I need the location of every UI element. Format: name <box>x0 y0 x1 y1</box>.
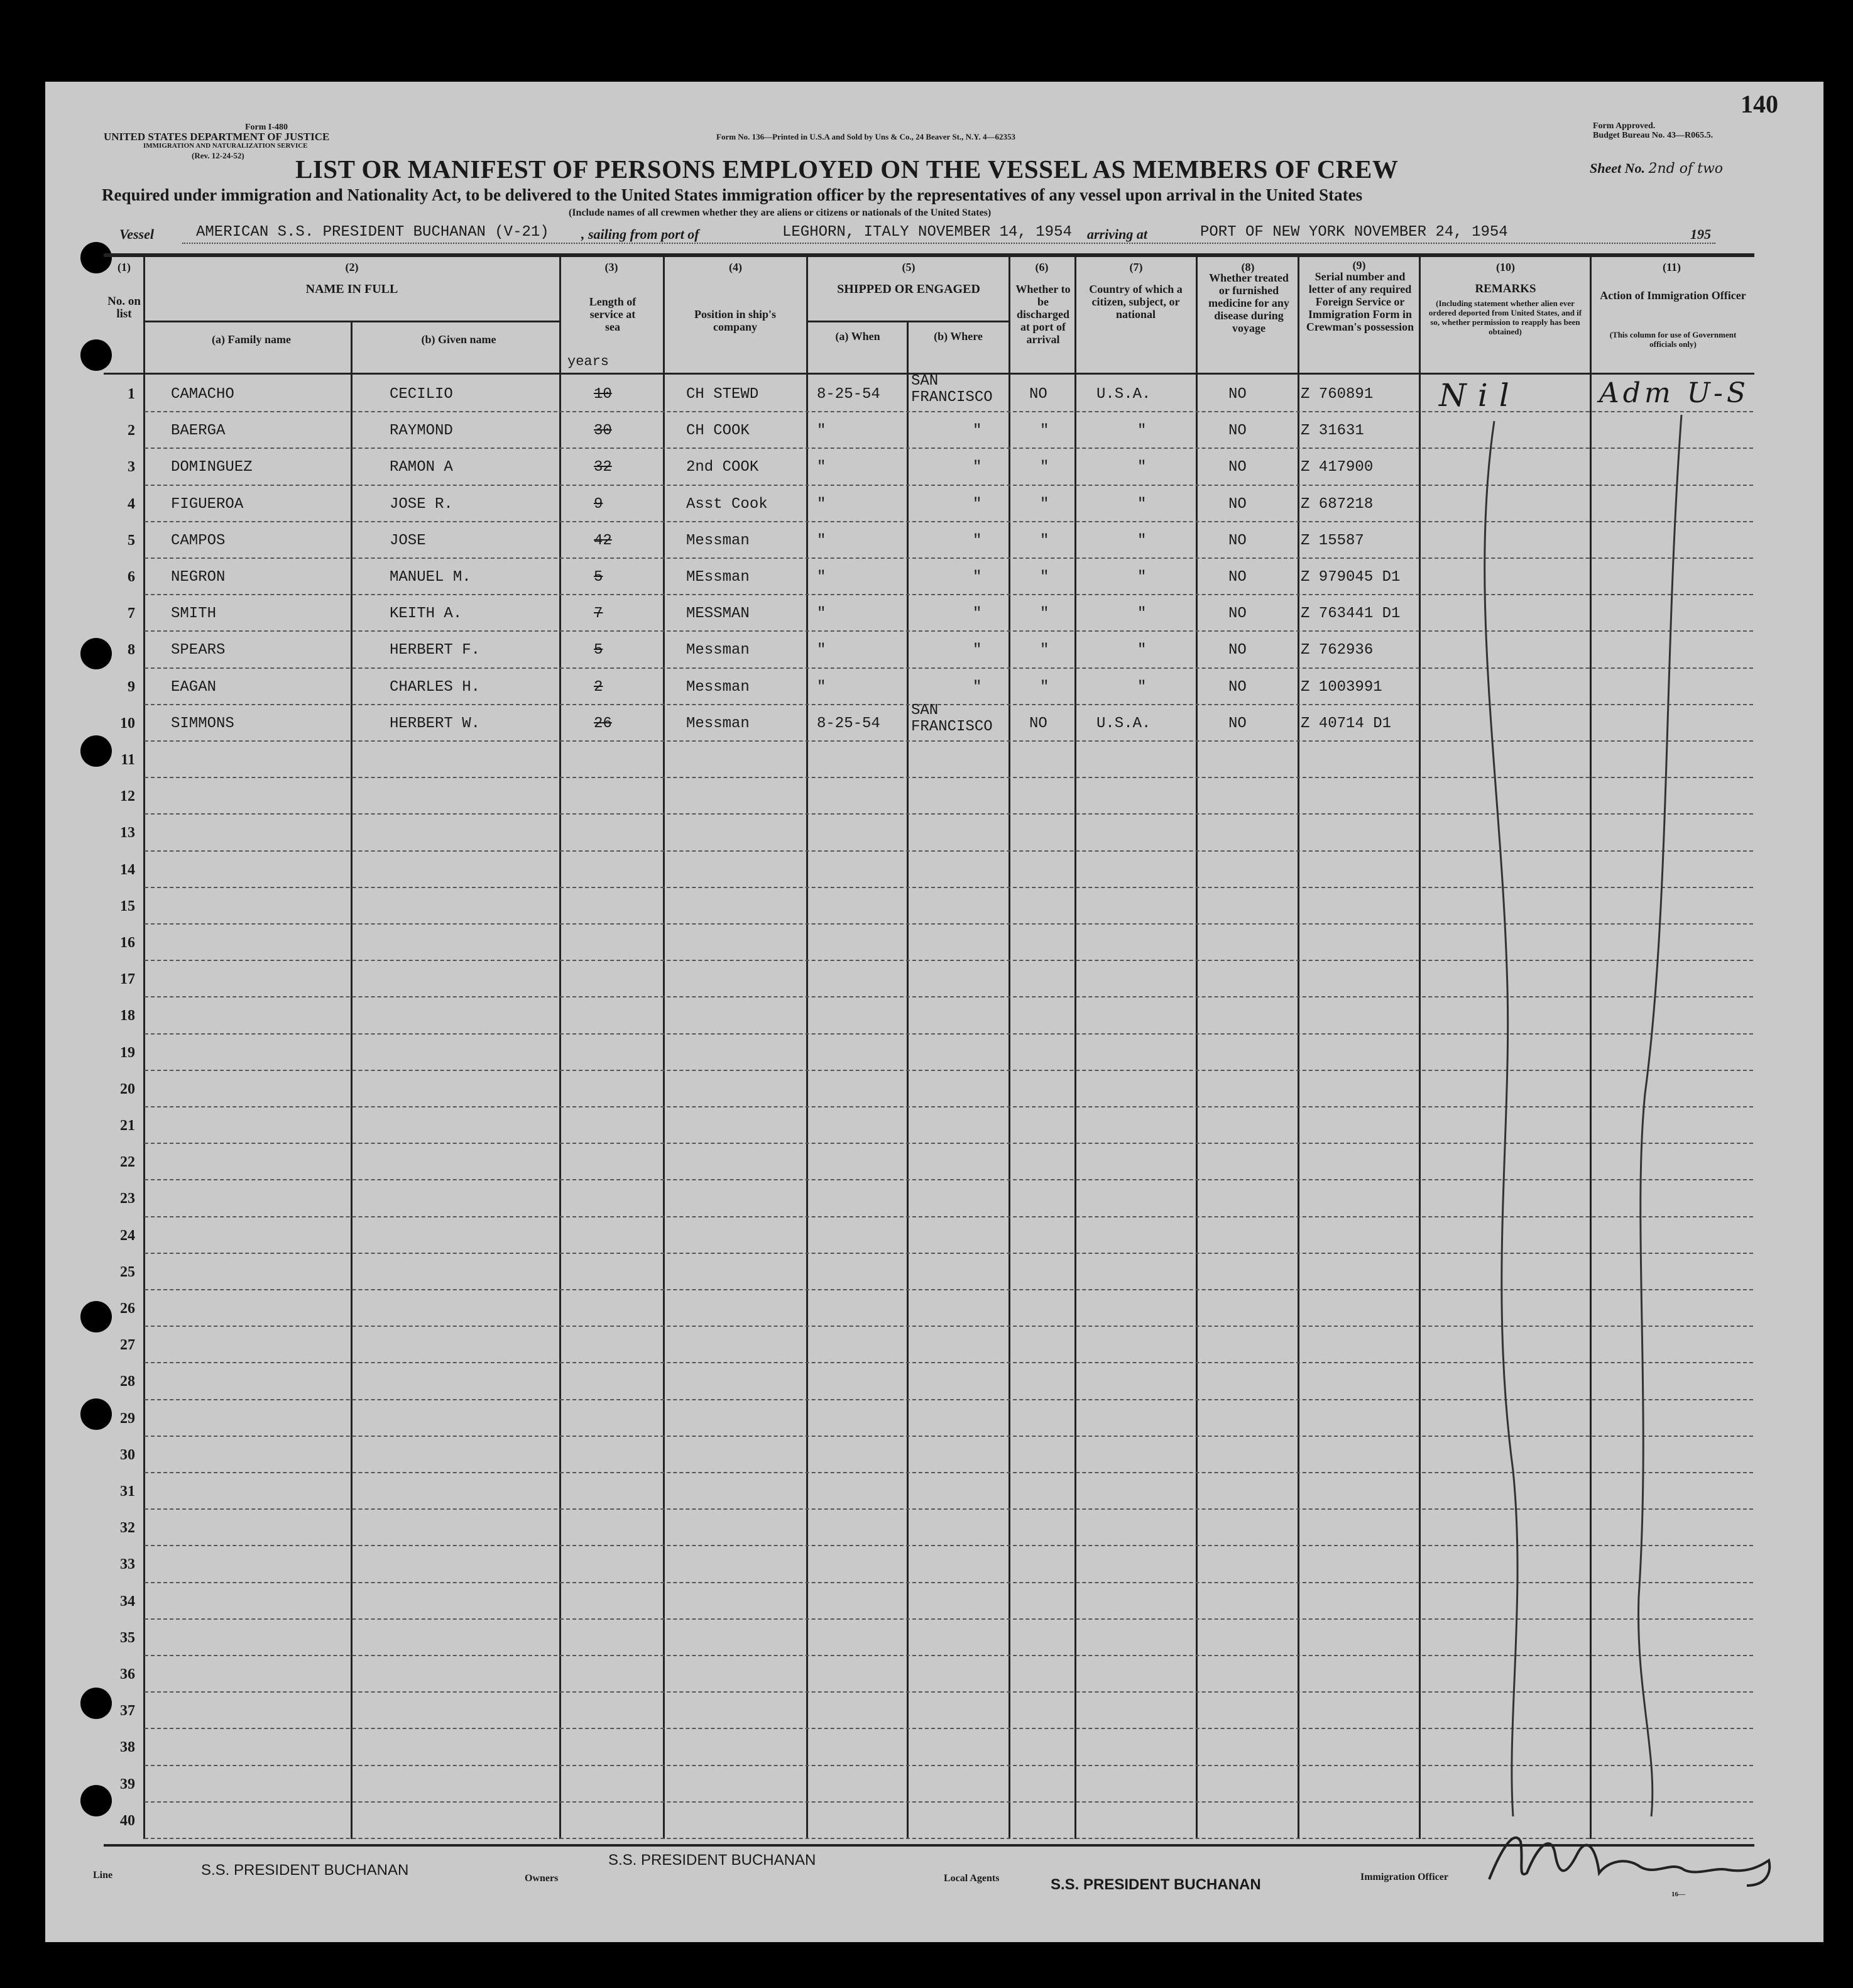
col-rule <box>1196 256 1198 1839</box>
col9-header: Serial number and letter of any required Foreign Service or Immigration Form in Crewman's possession <box>1306 270 1414 333</box>
row-number: 40 <box>120 1812 135 1829</box>
row-number: 34 <box>120 1593 135 1610</box>
family-name: BAERGA <box>171 422 226 440</box>
family-name: SPEARS <box>171 642 226 659</box>
col-rule <box>559 256 561 1839</box>
row-number: 6 <box>128 569 135 585</box>
col-rule <box>663 256 665 1839</box>
col6-header: Whether to be discharged at port of arrival <box>1015 283 1071 346</box>
serial-number: Z 15587 <box>1301 532 1364 549</box>
agency: UNITED STATES DEPARTMENT OF JUSTICE <box>104 131 330 143</box>
service-length: 7 <box>594 605 603 623</box>
form-approved: Form Approved. <box>1593 121 1656 131</box>
row-number: 12 <box>120 788 135 805</box>
header-subdivider <box>806 321 1008 322</box>
serial-number: Z 979045 D1 <box>1301 569 1401 586</box>
row-number: 13 <box>120 825 135 842</box>
col8-header: Whether treated or furnished medicine for any disease during voyage <box>1208 272 1289 334</box>
medicine: NO <box>1228 605 1247 623</box>
family-name: CAMACHO <box>171 386 234 403</box>
shipped-where: " <box>973 569 982 586</box>
col-rule <box>351 322 353 1839</box>
given-name: MANUEL M. <box>390 569 471 586</box>
row-number: 18 <box>120 1008 135 1024</box>
footer-line-label: Line <box>93 1870 113 1881</box>
service: IMMIGRATION AND NATURALIZATION SERVICE <box>143 142 308 150</box>
col9-num: (9) <box>1352 259 1366 272</box>
col10-header: REMARKS <box>1475 282 1536 295</box>
position: Messman <box>686 642 750 659</box>
row-number: 23 <box>120 1190 135 1207</box>
manifest-title: LIST OR MANIFEST OF PERSONS EMPLOYED ON THE VESSEL AS MEMBERS OF CREW <box>295 155 1399 184</box>
footer-owners-value: S.S. PRESIDENT BUCHANAN <box>608 1852 816 1869</box>
serial-number: Z 763441 D1 <box>1301 605 1401 623</box>
row-number: 24 <box>120 1227 135 1244</box>
row-number: 35 <box>120 1629 135 1646</box>
footer-agents-value: S.S. PRESIDENT BUCHANAN <box>1051 1876 1261 1893</box>
serial-number: Z 1003991 <box>1301 678 1382 696</box>
position: 2nd COOK <box>686 459 759 476</box>
service-length: 5 <box>594 642 603 659</box>
sheet-label: Sheet No. <box>1590 160 1645 176</box>
printer-note: Form No. 136—Printed in U.S.A and Sold by Uns & Co., 24 Beaver St., N.Y. 4—62353 <box>716 132 1015 141</box>
subnote: (Include names of all crewmen whether they are aliens or citizens or nationals of the United States) <box>569 207 992 218</box>
row-number: 25 <box>120 1263 135 1280</box>
col-rule <box>143 256 145 1839</box>
header-subdivider <box>143 321 559 322</box>
family-name: CAMPOS <box>171 532 226 549</box>
medicine: NO <box>1228 532 1247 549</box>
col2b-header: (b) Given name <box>421 333 496 346</box>
col-rule <box>1298 256 1299 1839</box>
col8-num: (8) <box>1241 261 1255 273</box>
service-length: 2 <box>594 678 603 696</box>
discharged: " <box>1040 422 1049 440</box>
row-number: 17 <box>120 971 135 988</box>
row-number: 21 <box>120 1118 135 1134</box>
vessel-label: Vessel <box>119 226 154 242</box>
medicine: NO <box>1228 495 1247 513</box>
citizenship: " <box>1137 642 1147 659</box>
family-name: SMITH <box>171 605 217 623</box>
col4-header: Position in ship's company <box>694 308 777 333</box>
citizenship: " <box>1137 459 1147 476</box>
row-number: 30 <box>120 1446 135 1463</box>
row-number: 22 <box>120 1154 135 1171</box>
row-number: 31 <box>120 1483 135 1500</box>
row-number: 26 <box>120 1300 135 1317</box>
col11-note: (This column for use of Government officials only) <box>1609 330 1737 349</box>
position: MESSMAN <box>686 605 750 623</box>
year-suffix: 195 <box>1690 226 1711 242</box>
sailing-value: LEGHORN, ITALY NOVEMBER 14, 1954 <box>782 224 1072 241</box>
shipped-when: " <box>817 422 826 440</box>
shipped-where: SAN FRANCISCO <box>911 373 993 406</box>
row-number: 2 <box>128 422 135 439</box>
col5-header: SHIPPED OR ENGAGED <box>837 282 980 296</box>
service-length: 32 <box>594 459 612 476</box>
discharged: " <box>1040 605 1049 623</box>
col10-note: (Including statement whether alien ever ordered deported from United States, and if so, whether permission to reapply has been obtained) <box>1428 299 1582 336</box>
remarks-ditto-line <box>1419 402 1758 1835</box>
family-name: FIGUEROA <box>171 495 244 513</box>
row-number: 29 <box>120 1410 135 1427</box>
position: CH STEWD <box>686 386 759 403</box>
serial-number: Z 687218 <box>1301 495 1374 513</box>
row-number: 9 <box>128 678 135 695</box>
row-number: 20 <box>120 1080 135 1097</box>
medicine: NO <box>1228 386 1247 403</box>
col7-header: Country of which a citizen, subject, or national <box>1089 283 1183 321</box>
discharged: " <box>1040 495 1049 513</box>
position: Messman <box>686 532 750 549</box>
col1-num: (1) <box>118 261 131 273</box>
col2-header: NAME IN FULL <box>305 282 398 296</box>
given-name: HERBERT W. <box>390 715 481 732</box>
citizenship: " <box>1137 422 1147 440</box>
position: Messman <box>686 715 750 732</box>
given-name: RAMON A <box>390 459 453 476</box>
medicine: NO <box>1228 569 1247 586</box>
citizenship: U.S.A. <box>1096 386 1151 403</box>
row-number: 19 <box>120 1044 135 1061</box>
subtitle: Required under immigration and Nationality Act, to be delivered to the United States immigration officer by the representatives of any vessel upon arrival in the United States <box>102 185 1363 204</box>
shipped-when: " <box>817 678 826 696</box>
row-number: 36 <box>120 1666 135 1683</box>
service-length: 10 <box>594 386 612 403</box>
footer-owners-label: Owners <box>525 1873 559 1884</box>
service-length: 26 <box>594 715 612 732</box>
citizenship: " <box>1137 532 1147 549</box>
row-number: 27 <box>120 1337 135 1354</box>
service-length: 9 <box>594 495 603 513</box>
position: Asst Cook <box>686 495 768 513</box>
shipped-when: 8-25-54 <box>817 386 880 403</box>
vessel-value: AMERICAN S.S. PRESIDENT BUCHANAN (V-21) <box>196 224 549 241</box>
form-id: Form I-480 <box>245 123 288 132</box>
col3-num: (3) <box>604 261 618 273</box>
shipped-where: " <box>973 495 982 513</box>
serial-number: Z 31631 <box>1301 422 1364 440</box>
position: MEssman <box>686 569 750 586</box>
footer-officer-label: Immigration Officer <box>1360 1872 1448 1882</box>
citizenship: " <box>1137 569 1147 586</box>
sailing-label: , sailing from port of <box>581 226 699 242</box>
col6-num: (6) <box>1035 261 1049 273</box>
row-number: 10 <box>120 715 135 732</box>
rev: (Rev. 12-24-52) <box>192 151 244 160</box>
row-number: 15 <box>120 898 135 914</box>
discharged: " <box>1040 459 1049 476</box>
shipped-when: " <box>817 605 826 623</box>
family-name: DOMINGUEZ <box>171 459 253 476</box>
row-number: 4 <box>128 495 135 512</box>
row-number: 5 <box>128 532 135 549</box>
given-name: HERBERT F. <box>390 642 481 659</box>
row-number: 38 <box>120 1739 135 1756</box>
budget-bureau: Budget Bureau No. 43—R065.5. <box>1593 131 1714 140</box>
serial-number: Z 760891 <box>1301 386 1374 403</box>
vessel-underline <box>182 243 1715 244</box>
row-number: 1 <box>128 386 135 402</box>
col-rule <box>806 256 808 1839</box>
col3-header: Length of service at sea <box>589 295 637 333</box>
col11-num: (11) <box>1663 261 1681 273</box>
citizenship: " <box>1137 495 1147 513</box>
citizenship: U.S.A. <box>1096 715 1151 732</box>
shipped-where: " <box>973 678 982 696</box>
col1-header: No. on list <box>107 295 141 321</box>
shipped-where: SAN FRANCISCO <box>911 701 993 735</box>
service-length: 5 <box>594 569 603 586</box>
medicine: NO <box>1228 715 1247 732</box>
discharged: NO <box>1029 386 1047 403</box>
row-number: 14 <box>120 861 135 878</box>
given-name: KEITH A. <box>390 605 462 623</box>
arriving-label: arriving at <box>1087 226 1147 242</box>
shipped-when: " <box>817 569 826 586</box>
given-name: JOSE <box>390 532 426 549</box>
shipped-when: " <box>817 642 826 659</box>
discharged: " <box>1040 569 1049 586</box>
row-number: 39 <box>120 1776 135 1793</box>
medicine: NO <box>1228 422 1247 440</box>
service-length: 30 <box>594 422 612 440</box>
row-number: 11 <box>121 752 135 768</box>
footer-agents-label: Local Agents <box>944 1873 1000 1884</box>
family-name: SIMMONS <box>171 715 234 732</box>
discharged: " <box>1040 642 1049 659</box>
shipped-when: " <box>817 495 826 513</box>
discharged: " <box>1040 678 1049 696</box>
serial-number: Z 417900 <box>1301 459 1374 476</box>
serial-number: Z 40714 D1 <box>1301 715 1392 732</box>
discharged: " <box>1040 532 1049 549</box>
row-number: 37 <box>120 1703 135 1720</box>
row-number: 33 <box>120 1556 135 1573</box>
row-number: 16 <box>120 935 135 951</box>
position: CH COOK <box>686 422 750 440</box>
medicine: NO <box>1228 459 1247 476</box>
row-number: 32 <box>120 1520 135 1537</box>
shipped-where: " <box>973 532 982 549</box>
shipped-where: " <box>973 605 982 623</box>
service-length: 42 <box>594 532 612 549</box>
row-number: 3 <box>128 459 135 476</box>
remarks-handwritten: Nil <box>1439 377 1521 414</box>
shipped-where: " <box>973 642 982 659</box>
officer-signature <box>1483 1823 1778 1892</box>
position: Messman <box>686 678 750 696</box>
years-note: years <box>567 354 609 370</box>
discharged: NO <box>1029 715 1047 732</box>
row-number: 8 <box>128 642 135 659</box>
page-number: 140 <box>1741 90 1778 118</box>
action-handwritten: Adm U-S <box>1599 377 1749 409</box>
sheet-number <box>1590 160 1723 177</box>
col-rule <box>907 322 909 1839</box>
shipped-where: " <box>973 422 982 440</box>
shipped-when: " <box>817 459 826 476</box>
col4-num: (4) <box>729 261 742 273</box>
col-rule <box>1074 256 1076 1839</box>
given-name: CECILIO <box>390 386 453 403</box>
col11-header: Action of Immigration Officer <box>1600 289 1746 302</box>
citizenship: " <box>1137 678 1147 696</box>
shipped-when: " <box>817 532 826 549</box>
col-rule <box>1008 256 1010 1839</box>
sheet-value: 2nd of two <box>1648 161 1724 177</box>
given-name: RAYMOND <box>390 422 453 440</box>
serial-number: Z 762936 <box>1301 642 1374 659</box>
row-number: 28 <box>120 1373 135 1390</box>
col7-num: (7) <box>1129 261 1143 273</box>
footer-line-value: S.S. PRESIDENT BUCHANAN <box>201 1862 409 1879</box>
arriving-value: PORT OF NEW YORK NOVEMBER 24, 1954 <box>1200 224 1508 241</box>
row-number: 7 <box>128 605 135 622</box>
given-name: CHARLES H. <box>390 678 481 696</box>
family-name: EAGAN <box>171 678 217 696</box>
col2a-header: (a) Family name <box>212 333 291 346</box>
footer-form-code: 16— <box>1671 1891 1685 1898</box>
col5-num: (5) <box>902 261 916 273</box>
family-name: NEGRON <box>171 569 226 586</box>
medicine: NO <box>1228 642 1247 659</box>
col5b-header: (b) Where <box>934 330 983 343</box>
col5a-header: (a) When <box>835 330 880 343</box>
citizenship: " <box>1137 605 1147 623</box>
col10-num: (10) <box>1496 261 1515 273</box>
col2-num: (2) <box>345 261 359 273</box>
medicine: NO <box>1228 678 1247 696</box>
given-name: JOSE R. <box>390 495 453 513</box>
shipped-where: " <box>973 459 982 476</box>
shipped-when: 8-25-54 <box>817 715 880 732</box>
